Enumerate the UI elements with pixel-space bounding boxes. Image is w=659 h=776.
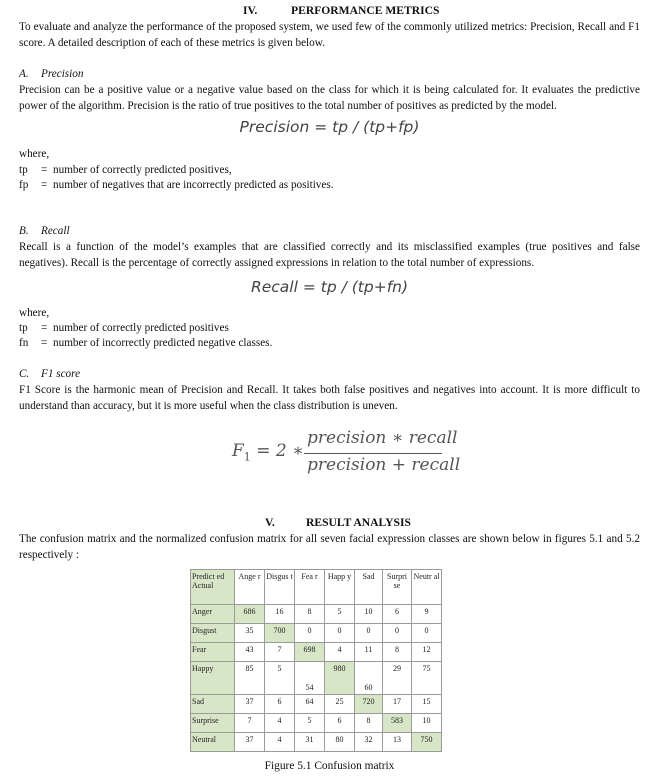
matrix-row — [191, 643, 442, 662]
matrix-cell: 6 — [325, 714, 355, 733]
matrix-row-label: Sad — [191, 695, 235, 714]
section-heading-result-analysis — [265, 516, 411, 529]
matrix-row — [191, 624, 442, 643]
matrix-cell: 35 — [235, 624, 265, 643]
matrix-cell: 32 — [355, 733, 383, 752]
matrix-cell: 4 — [265, 714, 295, 733]
definition-tp — [19, 162, 640, 178]
definition-text: number of correctly predicted positives, — [53, 164, 232, 176]
matrix-cell: 0 — [295, 624, 325, 643]
matrix-column-header: Sad — [355, 570, 383, 605]
matrix-cell: 7 — [265, 643, 295, 662]
matrix-cell: 4 — [265, 733, 295, 752]
matrix-cell: 0 — [325, 624, 355, 643]
matrix-cell: 60 — [355, 662, 383, 695]
subsection-letter: A. — [19, 68, 29, 80]
section-title: PERFORMANCE METRICS — [291, 4, 440, 17]
matrix-column-header: Neutr al — [412, 570, 442, 605]
matrix-row-label: Disgust — [191, 624, 235, 643]
subsection-heading-f1 — [19, 366, 640, 382]
matrix-cell: 8 — [355, 714, 383, 733]
matrix-row-label: Fear — [191, 643, 235, 662]
definition-symbol: fn — [19, 337, 29, 349]
definition-symbol: fp — [19, 179, 29, 191]
section-number: IV. — [243, 4, 258, 17]
matrix-column-header: Disgus t — [265, 570, 295, 605]
definition-text: number of correctly predicted positives — [53, 322, 229, 334]
fraction-bar — [304, 453, 442, 454]
matrix-row — [191, 733, 442, 752]
definition-equals: = — [41, 164, 48, 176]
matrix-cell: 698 — [295, 643, 325, 662]
matrix-cell: 5 — [295, 714, 325, 733]
matrix-cell: 583 — [383, 714, 412, 733]
subsection-letter: C. — [19, 368, 30, 380]
matrix-row-label: Anger — [191, 605, 235, 624]
matrix-row-label: Happy — [191, 662, 235, 695]
matrix-cell: 9 — [412, 605, 442, 624]
matrix-cell: 25 — [325, 695, 355, 714]
f1-equals-two-times: = 2 ∗ — [250, 441, 304, 461]
matrix-cell: 4 — [325, 643, 355, 662]
matrix-cell: 6 — [265, 695, 295, 714]
matrix-cell: 0 — [355, 624, 383, 643]
result-paragraph: The confusion matrix and the normalized confusion matrix for all seven facial expression classes are shown below in figures 5.1 and 5.2 respectively : — [19, 533, 640, 561]
matrix-cell: 686 — [235, 605, 265, 624]
definition-symbol: tp — [19, 164, 28, 176]
precision-where: where, — [19, 148, 50, 160]
matrix-cell: 43 — [235, 643, 265, 662]
matrix-cell: 13 — [383, 733, 412, 752]
f1-equation-lhs — [232, 441, 304, 463]
matrix-cell: 17 — [383, 695, 412, 714]
recall-formula: Recall = tp / (tp+fn) — [250, 278, 409, 296]
definition-equals: = — [41, 322, 48, 334]
matrix-row — [191, 695, 442, 714]
matrix-cell: 31 — [295, 733, 325, 752]
subsection-letter: B. — [19, 225, 29, 237]
matrix-cell: 5 — [325, 605, 355, 624]
matrix-cell: 64 — [295, 695, 325, 714]
recall-where: where, — [19, 307, 50, 319]
recall-paragraph: Recall is a function of the model’s examples that are classified correctly and its misclassified examples (true positives and false negatives). Recall is the percentage of correctly assigned expressions in relation to the total number of expressions. — [19, 241, 640, 269]
f1-denominator: precision + recall — [307, 455, 461, 475]
matrix-cell: 980 — [325, 662, 355, 695]
matrix-cell: 700 — [265, 624, 295, 643]
matrix-cell: 7 — [235, 714, 265, 733]
matrix-cell: 8 — [295, 605, 325, 624]
matrix-column-header: Ange r — [235, 570, 265, 605]
matrix-cell: 10 — [355, 605, 383, 624]
matrix-cell: 5 — [265, 662, 295, 695]
matrix-cell: 6 — [383, 605, 412, 624]
precision-formula: Precision = tp / (tp+fp) — [239, 118, 420, 136]
confusion-matrix — [190, 569, 442, 752]
matrix-cell: 12 — [412, 643, 442, 662]
matrix-row — [191, 714, 442, 733]
f1-paragraph: F1 Score is the harmonic mean of Precision and Recall. It takes both false positives and negatives into account. It is more difficult to understand than accuracy, but it is more useful when the class distribution is uneven. — [19, 384, 640, 412]
matrix-row — [191, 662, 442, 695]
matrix-cell: 80 — [325, 733, 355, 752]
subsection-title: F1 score — [41, 368, 81, 380]
section-title: RESULT ANALYSIS — [306, 516, 411, 529]
definition-fn — [19, 335, 640, 351]
f1-symbol: F — [232, 441, 244, 461]
matrix-row-label: Surprise — [191, 714, 235, 733]
definition-equals: = — [41, 179, 48, 191]
subsection-heading-precision — [19, 66, 640, 82]
matrix-corner-cell: Predict ed Actual — [191, 570, 235, 605]
matrix-row — [191, 605, 442, 624]
intro-paragraph: To evaluate and analyze the performance of the proposed system, we used few of the commonly utilized metrics: Precision, Recall and F1 score. A detailed description of each of these metrics is given below. — [19, 21, 640, 49]
matrix-cell: 0 — [412, 624, 442, 643]
matrix-cell: 85 — [235, 662, 265, 695]
f1-numerator: precision ∗ recall — [307, 428, 458, 448]
matrix-column-header: Happ y — [325, 570, 355, 605]
matrix-cell: 37 — [235, 695, 265, 714]
subsection-title: Recall — [41, 225, 70, 237]
matrix-column-header: Surpri se — [383, 570, 412, 605]
section-heading-performance-metrics — [243, 4, 439, 17]
matrix-cell: 750 — [412, 733, 442, 752]
matrix-column-header: Fea r — [295, 570, 325, 605]
definition-fp — [19, 177, 640, 193]
subsection-heading-recall — [19, 223, 640, 239]
matrix-cell: 29 — [383, 662, 412, 695]
matrix-cell: 15 — [412, 695, 442, 714]
matrix-cell: 720 — [355, 695, 383, 714]
definition-text: number of negatives that are incorrectly predicted as positives. — [53, 179, 334, 191]
definition-tp — [19, 320, 640, 336]
matrix-cell: 54 — [295, 662, 325, 695]
f1-subscript: 1 — [243, 450, 251, 464]
matrix-cell: 37 — [235, 733, 265, 752]
matrix-cell: 75 — [412, 662, 442, 695]
figure-caption: Figure 5.1 Confusion matrix — [264, 760, 395, 772]
matrix-cell: 16 — [265, 605, 295, 624]
section-number: V. — [265, 516, 275, 529]
definition-equals: = — [41, 337, 48, 349]
matrix-cell: 10 — [412, 714, 442, 733]
matrix-cell: 11 — [355, 643, 383, 662]
matrix-header-row — [191, 570, 442, 605]
definition-text: number of incorrectly predicted negative classes. — [53, 337, 273, 349]
subsection-title: Precision — [41, 68, 84, 80]
matrix-cell: 8 — [383, 643, 412, 662]
precision-paragraph: Precision can be a positive value or a negative value based on the class for which it is being calculated for. It evaluates the predictive power of the algorithm. Precision is the ratio of true positives to the total number of positives as predicted by the model. — [19, 84, 640, 112]
matrix-row-label: Neutral — [191, 733, 235, 752]
matrix-cell: 0 — [383, 624, 412, 643]
definition-symbol: tp — [19, 322, 28, 334]
